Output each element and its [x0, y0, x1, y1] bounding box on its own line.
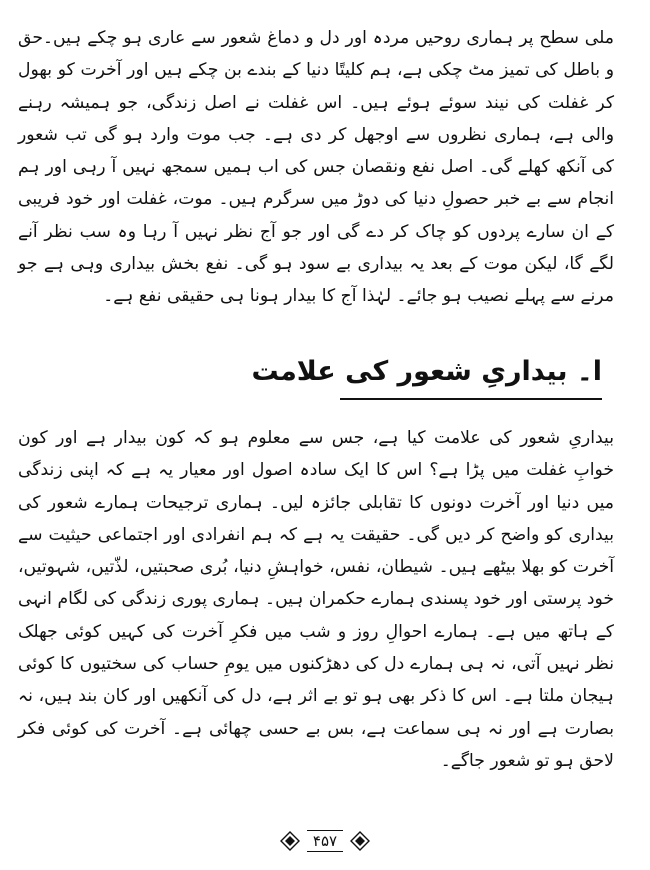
section-heading: ا۔ بیداریِ شعور کی علامت [251, 356, 602, 387]
diamond-ornament-icon [279, 830, 301, 852]
diamond-ornament-icon [349, 830, 371, 852]
page-footer [255, 828, 395, 854]
intro-paragraph: ملی سطح پر ہماری روحیں مردہ اور دل و دماغ شعور سے عاری ہو چکے ہیں۔حق و باطل کی تمیز مٹ چکی ہے، ہم کلیتًا دنیا کے بندے بن چکے ہیں اور آخرت کو بھول کر غفلت کی نیند سوئے ہوئے ہیں۔ اس غفلت نے اصل زندگی، جو ہمیشہ رہنے والی ہے، ہماری نظروں سے اوجھل کر دی ہے۔ جب موت وارد ہو گی تب شعور کی آنکھ کھلے گی۔ اصل نفع ونقصان جس کی اب ہمیں سمجھ نہیں آ رہی اور ہم انجام سے بے خبر حصولِ دنیا کی دوڑ میں سرگرم ہیں۔ موت، غفلت اور خود فریبی کے ان سارے پردوں کو چاک کر دے گی اور جو آج نظر نہیں آ رہا وہ سب نظر آنے لگے گا، لیکن موت کے بعد یہ بیداری بے سود ہو گی۔ نفع بخش بیداری وہی ہے جو مرنے سے پہلے نصیب ہو جائے۔ لہٰذا آج کا بیدار ہونا ہی حقیقی نفع ہے۔ [18, 28, 614, 307]
heading-underline [340, 398, 602, 400]
page-number: ۴۵۷ [307, 830, 343, 852]
section-heading-block [251, 352, 602, 400]
body-paragraph: بیداریِ شعور کی علامت کیا ہے، جس سے معلوم ہو کہ کون بیدار ہے اور کون خوابِ غفلت میں پڑا ہے؟ اس کا ایک سادہ اصول اور معیار یہ ہے کہ اپنی زندگی میں دنیا اور آخرت دونوں کا تقابلی جائزہ لیں۔ ہماری ترجیحات ہمارے شعور کی بیداری کو واضح کر دیں گی۔ حقیقت یہ ہے کہ ہم انفرادی اور اجتماعی حیثیت سے آخرت کو بھلا بیٹھے ہیں۔ شیطان، نفس، خواہشِ دنیا، بُری صحبتیں، لذّتیں، شہوتیں، خود پرستی اور خود پسندی ہمارے حکمران ہیں۔ ہماری پوری زندگی کی لگام انہی کے ہاتھ میں ہے۔ ہمارے احوالِ روز و شب میں فکرِ آخرت کی کہیں کوئی جھلک نظر نہیں آتی، نہ ہی ہمارے دل کی دھڑکنوں میں یومِ حساب کی سختیوں کا کوئی ہیجان ملتا ہے۔ اس کا ذکر بھی ہو تو بے اثر ہے، دل کی آنکھیں اور کان بند ہیں، نہ بصارت ہے اور نہ ہی سماعت ہے، بس بے حسی چھائی ہے۔ آخرت کی کوئی فکر لاحق ہو تو شعور جاگے۔ [18, 428, 614, 771]
